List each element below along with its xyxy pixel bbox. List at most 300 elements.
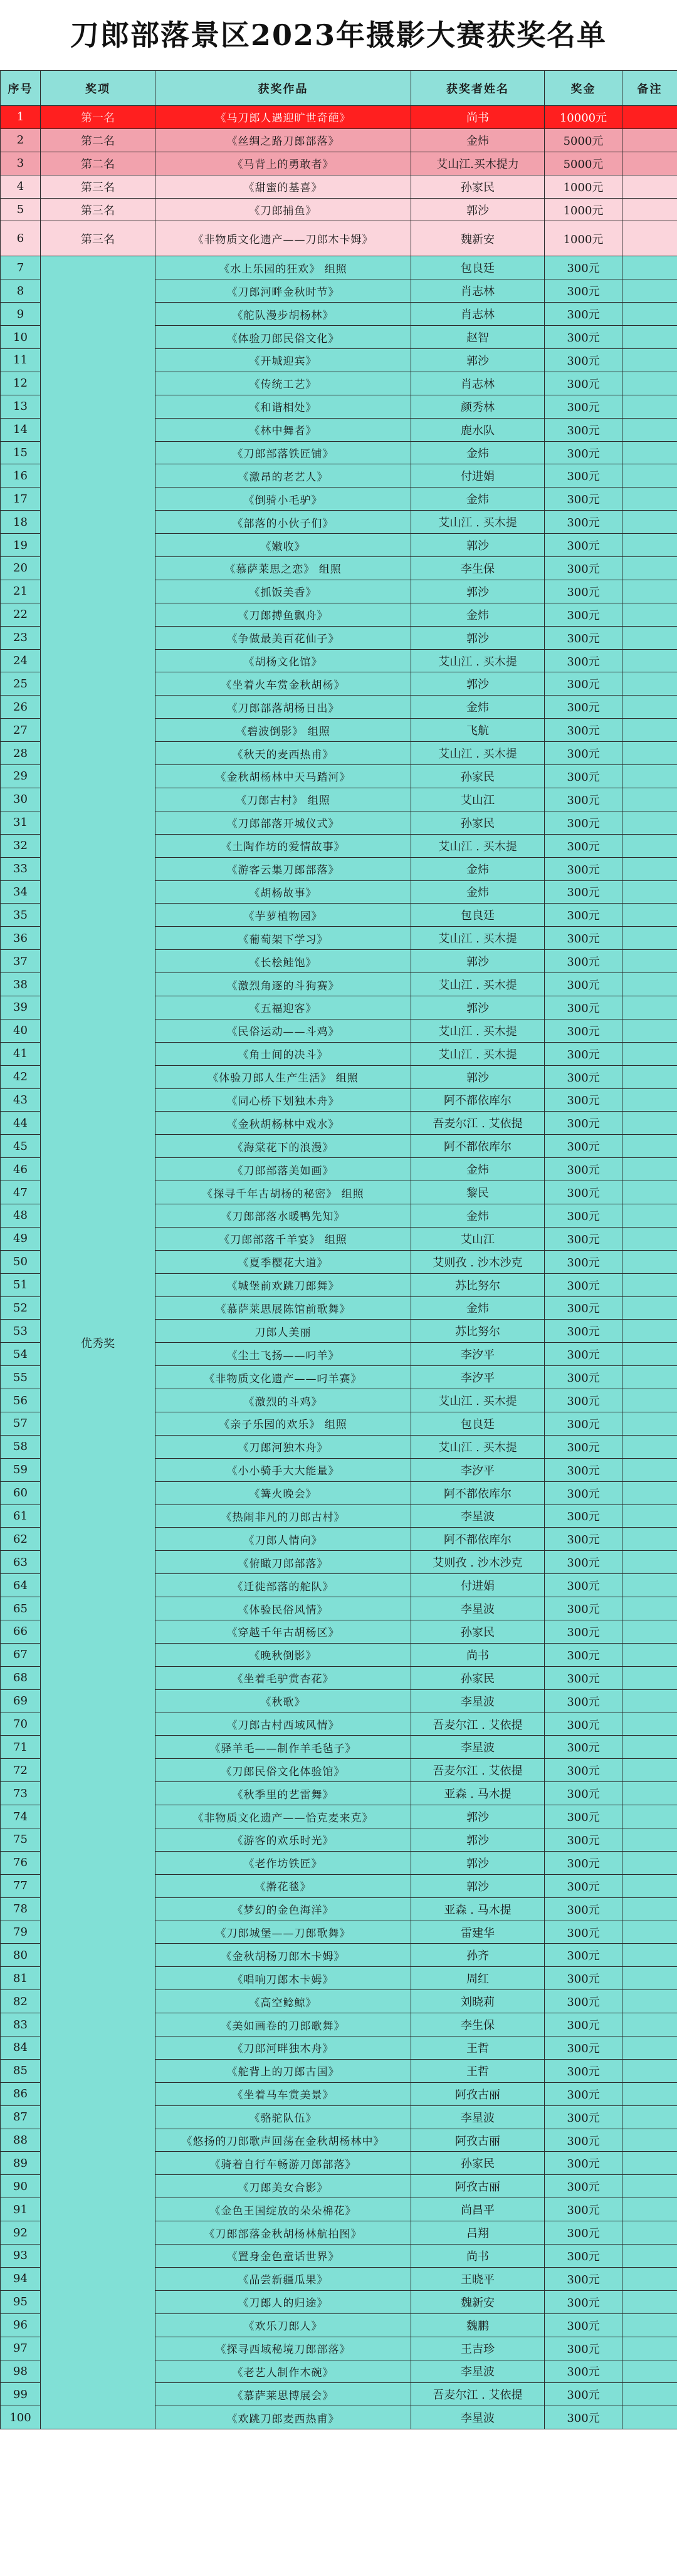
work-cell: 《体验民俗风情》 (155, 1597, 411, 1620)
remark-cell (622, 603, 677, 626)
work-cell: 《非物质文化遗产——恰克麦来克》 (155, 1805, 411, 1828)
row-number: 26 (1, 696, 41, 719)
prize-cell: 300元 (545, 1481, 622, 1504)
prize-cell: 300元 (545, 1227, 622, 1250)
remark-cell (622, 1320, 677, 1343)
header-author: 获奖者姓名 (411, 71, 545, 106)
prize-cell: 5000元 (545, 152, 622, 175)
prize-cell: 300元 (545, 1805, 622, 1828)
author-cell: 艾则孜 . 沙木沙克 (411, 1551, 545, 1574)
remark-cell (622, 1643, 677, 1666)
work-cell: 《高空鲶鲸》 (155, 1990, 411, 2013)
remark-cell (622, 1574, 677, 1597)
work-cell: 《部落的小伙子们》 (155, 511, 411, 534)
remark-cell (622, 1967, 677, 1990)
work-cell: 《游客的欢乐时光》 (155, 1828, 411, 1852)
work-cell: 《刀郎古村西域风情》 (155, 1713, 411, 1736)
work-cell: 《角士间的决斗》 (155, 1042, 411, 1065)
row-number: 91 (1, 2198, 41, 2221)
author-cell: 苏比努尔 (411, 1273, 545, 1296)
work-cell: 《游客云集刀郎部落》 (155, 857, 411, 880)
work-cell: 《慕萨莱思博展会》 (155, 2383, 411, 2406)
work-cell: 《碧波倒影》 组照 (155, 719, 411, 742)
remark-cell (622, 1666, 677, 1689)
header-row (1, 71, 677, 106)
remark-cell (622, 1504, 677, 1528)
prize-cell: 300元 (545, 1874, 622, 1897)
row-number: 14 (1, 418, 41, 441)
row-number: 52 (1, 1296, 41, 1320)
remark-cell (622, 1851, 677, 1874)
author-cell: 阿孜古丽 (411, 2129, 545, 2152)
author-cell: 郭沙 (411, 1065, 545, 1088)
author-cell: 金炜 (411, 880, 545, 904)
work-cell: 《舵队漫步胡杨林》 (155, 303, 411, 326)
work-cell: 《刀郎民俗文化体验馆》 (155, 1759, 411, 1782)
work-cell: 《甜蜜的基喜》 (155, 175, 411, 198)
prize-cell: 1000元 (545, 221, 622, 256)
remark-cell (622, 395, 677, 418)
work-cell: 《刀郎捕鱼》 (155, 198, 411, 221)
work-cell: 《欢乐刀郎人》 (155, 2313, 411, 2337)
row-number: 74 (1, 1805, 41, 1828)
row-number: 65 (1, 1597, 41, 1620)
row-number: 60 (1, 1481, 41, 1504)
author-cell: 金炜 (411, 603, 545, 626)
author-cell: 李星波 (411, 2406, 545, 2429)
row-number: 45 (1, 1135, 41, 1158)
remark-cell (622, 1944, 677, 1967)
award-cell: 第三名 (41, 221, 155, 256)
prize-cell: 300元 (545, 279, 622, 303)
remark-cell (622, 441, 677, 464)
author-cell: 肖志林 (411, 372, 545, 395)
author-cell: 孙齐 (411, 1944, 545, 1967)
author-cell: 吾麦尔江 . 艾依提 (411, 2383, 545, 2406)
remark-cell (622, 128, 677, 152)
row-number: 19 (1, 534, 41, 557)
prize-cell: 300元 (545, 372, 622, 395)
row-number: 2 (1, 128, 41, 152)
row-number: 96 (1, 2313, 41, 2337)
work-cell: 《刀郎人情向》 (155, 1528, 411, 1551)
work-cell: 《秋季里的艺雷舞》 (155, 1782, 411, 1805)
prize-cell: 300元 (545, 349, 622, 372)
row-number: 13 (1, 395, 41, 418)
author-cell: 包良廷 (411, 256, 545, 279)
remark-cell (622, 1343, 677, 1366)
work-cell: 《刀郎部落铁匠铺》 (155, 441, 411, 464)
author-cell: 艾山江 . 买木提 (411, 927, 545, 950)
work-cell: 《探寻西域秘境刀郎部落》 (155, 2337, 411, 2360)
remark-cell (622, 996, 677, 1019)
work-cell: 《刀郎河畔独木舟》 (155, 2036, 411, 2060)
row-number: 88 (1, 2129, 41, 2152)
work-cell: 《胡杨文化馆》 (155, 649, 411, 672)
remark-cell (622, 1689, 677, 1713)
row-number: 100 (1, 2406, 41, 2429)
prize-cell: 300元 (545, 672, 622, 696)
author-cell: 郭沙 (411, 1828, 545, 1852)
work-cell: 《激烈的斗鸡》 (155, 1389, 411, 1412)
table-row (1, 256, 677, 279)
table-row (1, 175, 677, 198)
work-cell: 《亲子乐园的欢乐》 组照 (155, 1412, 411, 1435)
remark-cell (622, 649, 677, 672)
prize-cell: 300元 (545, 1736, 622, 1759)
remark-cell (622, 1435, 677, 1458)
prize-cell: 300元 (545, 834, 622, 857)
prize-cell: 300元 (545, 626, 622, 649)
author-cell: 刘晓莉 (411, 1990, 545, 2013)
prize-cell: 300元 (545, 2267, 622, 2290)
row-number: 23 (1, 626, 41, 649)
author-cell: 包良廷 (411, 904, 545, 927)
author-cell: 吾麦尔江 . 艾依提 (411, 1112, 545, 1135)
author-cell: 孙家民 (411, 1666, 545, 1689)
remark-cell (622, 1874, 677, 1897)
work-cell: 《美如画卷的刀郎歌舞》 (155, 2013, 411, 2036)
row-number: 1 (1, 106, 41, 129)
work-cell: 《和谐相处》 (155, 395, 411, 418)
prize-cell: 300元 (545, 1435, 622, 1458)
prize-cell: 300元 (545, 2245, 622, 2268)
prize-cell: 300元 (545, 603, 622, 626)
work-cell: 《金色王国绽放的朵朵棉花》 (155, 2198, 411, 2221)
prize-cell: 300元 (545, 811, 622, 834)
header-award: 奖项 (41, 71, 155, 106)
remark-cell (622, 626, 677, 649)
remark-cell (622, 221, 677, 256)
author-cell: 黎民 (411, 1181, 545, 1204)
remark-cell (622, 1366, 677, 1389)
remark-cell (622, 2082, 677, 2105)
row-number: 20 (1, 557, 41, 580)
row-number: 78 (1, 1897, 41, 1921)
remark-cell (622, 1528, 677, 1551)
author-cell: 王哲 (411, 2036, 545, 2060)
author-cell: 尚书 (411, 2245, 545, 2268)
remark-cell (622, 1273, 677, 1296)
author-cell: 金炜 (411, 857, 545, 880)
author-cell: 周红 (411, 1967, 545, 1990)
prize-cell: 300元 (545, 488, 622, 511)
prize-cell: 300元 (545, 557, 622, 580)
author-cell: 艾山江 . 买木提 (411, 742, 545, 765)
work-cell: 《骆驼队伍》 (155, 2105, 411, 2129)
row-number: 75 (1, 1828, 41, 1852)
remark-cell (622, 1990, 677, 2013)
row-number: 80 (1, 1944, 41, 1967)
author-cell: 郭沙 (411, 349, 545, 372)
author-cell: 艾山江 . 买木提 (411, 1019, 545, 1042)
row-number: 99 (1, 2383, 41, 2406)
prize-cell: 300元 (545, 927, 622, 950)
row-number: 44 (1, 1112, 41, 1135)
row-number: 67 (1, 1643, 41, 1666)
row-number: 68 (1, 1666, 41, 1689)
author-cell: 艾山江 . 买木提 (411, 1435, 545, 1458)
row-number: 59 (1, 1458, 41, 1481)
work-cell: 《体验刀郎民俗文化》 (155, 326, 411, 349)
prize-cell: 300元 (545, 326, 622, 349)
prize-cell: 300元 (545, 2129, 622, 2152)
row-number: 17 (1, 488, 41, 511)
row-number: 71 (1, 1736, 41, 1759)
row-number: 46 (1, 1158, 41, 1181)
work-cell: 《热闹非凡的刀郎古村》 (155, 1504, 411, 1528)
remark-cell (622, 1296, 677, 1320)
prize-cell: 300元 (545, 534, 622, 557)
remark-cell (622, 198, 677, 221)
row-number: 21 (1, 580, 41, 603)
remark-cell (622, 580, 677, 603)
row-number: 97 (1, 2337, 41, 2360)
author-cell: 王吉珍 (411, 2337, 545, 2360)
row-number: 56 (1, 1389, 41, 1412)
author-cell: 艾山江 (411, 1227, 545, 1250)
prize-cell: 300元 (545, 973, 622, 996)
prize-cell: 300元 (545, 464, 622, 488)
author-cell: 吾麦尔江 . 艾依提 (411, 1759, 545, 1782)
row-number: 7 (1, 256, 41, 279)
remark-cell (622, 1828, 677, 1852)
row-number: 76 (1, 1851, 41, 1874)
prize-cell: 300元 (545, 788, 622, 811)
remark-cell (622, 2406, 677, 2429)
work-cell: 《刀郎搏鱼飘舟》 (155, 603, 411, 626)
prize-cell: 300元 (545, 1897, 622, 1921)
prize-cell: 300元 (545, 2198, 622, 2221)
remark-cell (622, 857, 677, 880)
row-number: 37 (1, 950, 41, 973)
work-cell: 《驿羊毛——制作羊毛毡子》 (155, 1736, 411, 1759)
prize-cell: 300元 (545, 1366, 622, 1389)
remark-cell (622, 1736, 677, 1759)
row-number: 58 (1, 1435, 41, 1458)
author-cell: 艾则孜 . 沙木沙克 (411, 1250, 545, 1273)
author-cell: 李生保 (411, 557, 545, 580)
work-cell: 《刀郎古村》 组照 (155, 788, 411, 811)
author-cell: 李汐平 (411, 1343, 545, 1366)
remark-cell (622, 488, 677, 511)
row-number: 48 (1, 1204, 41, 1227)
work-cell: 《民俗运动——斗鸡》 (155, 1019, 411, 1042)
prize-cell: 300元 (545, 1782, 622, 1805)
author-cell: 金炜 (411, 488, 545, 511)
row-number: 36 (1, 927, 41, 950)
remark-cell (622, 834, 677, 857)
prize-cell: 300元 (545, 1921, 622, 1944)
work-cell: 《土陶作坊的爱情故事》 (155, 834, 411, 857)
prize-cell: 300元 (545, 1504, 622, 1528)
prize-cell: 300元 (545, 2290, 622, 2313)
work-cell: 《刀郎美女合影》 (155, 2175, 411, 2198)
prize-cell: 300元 (545, 765, 622, 788)
row-number: 90 (1, 2175, 41, 2198)
row-number: 9 (1, 303, 41, 326)
prize-cell: 5000元 (545, 128, 622, 152)
remark-cell (622, 788, 677, 811)
prize-cell: 300元 (545, 1042, 622, 1065)
row-number: 24 (1, 649, 41, 672)
remark-cell (622, 672, 677, 696)
row-number: 22 (1, 603, 41, 626)
work-cell: 《长桧鲑饱》 (155, 950, 411, 973)
remark-cell (622, 811, 677, 834)
row-number: 72 (1, 1759, 41, 1782)
row-number: 62 (1, 1528, 41, 1551)
remark-cell (622, 1481, 677, 1504)
table-row (1, 152, 677, 175)
remark-cell (622, 1112, 677, 1135)
author-cell: 付进娟 (411, 1574, 545, 1597)
prize-cell: 300元 (545, 1944, 622, 1967)
prize-cell: 300元 (545, 1296, 622, 1320)
row-number: 10 (1, 326, 41, 349)
work-cell: 《晚秋倒影》 (155, 1643, 411, 1666)
remark-cell (622, 1551, 677, 1574)
prize-cell: 300元 (545, 996, 622, 1019)
remark-cell (622, 1204, 677, 1227)
row-number: 54 (1, 1343, 41, 1366)
prize-cell: 300元 (545, 1689, 622, 1713)
author-cell: 魏新安 (411, 221, 545, 256)
work-cell: 《金秋胡杨刀郎木卡姆》 (155, 1944, 411, 1967)
remark-cell (622, 1921, 677, 1944)
remark-cell (622, 1135, 677, 1158)
remark-cell (622, 742, 677, 765)
work-cell: 《丝绸之路刀郎部落》 (155, 128, 411, 152)
row-number: 57 (1, 1412, 41, 1435)
work-cell: 《争做最美百花仙子》 (155, 626, 411, 649)
row-number: 64 (1, 1574, 41, 1597)
author-cell: 雷建华 (411, 1921, 545, 1944)
prize-cell: 300元 (545, 2175, 622, 2198)
prize-cell: 300元 (545, 256, 622, 279)
author-cell: 金炜 (411, 1296, 545, 1320)
author-cell: 魏鹏 (411, 2313, 545, 2337)
remark-cell (622, 2013, 677, 2036)
award-cell: 第三名 (41, 175, 155, 198)
remark-cell (622, 696, 677, 719)
author-cell: 王晓平 (411, 2267, 545, 2290)
prize-cell: 300元 (545, 1620, 622, 1644)
author-cell: 王哲 (411, 2059, 545, 2082)
row-number: 12 (1, 372, 41, 395)
row-number: 85 (1, 2059, 41, 2082)
award-cell: 第二名 (41, 152, 155, 175)
row-number: 61 (1, 1504, 41, 1528)
work-cell: 《倒骑小毛驴》 (155, 488, 411, 511)
remark-cell (622, 372, 677, 395)
remark-cell (622, 511, 677, 534)
prize-cell: 300元 (545, 511, 622, 534)
remark-cell (622, 950, 677, 973)
work-cell: 《体验刀郎人生产生活》 组照 (155, 1065, 411, 1088)
row-number: 41 (1, 1042, 41, 1065)
prize-cell: 300元 (545, 1759, 622, 1782)
author-cell: 魏新安 (411, 2290, 545, 2313)
row-number: 83 (1, 2013, 41, 2036)
award-cell: 第一名 (41, 106, 155, 129)
work-cell: 《刀郎城堡——刀郎歌舞》 (155, 1921, 411, 1944)
prize-cell: 300元 (545, 1065, 622, 1088)
author-cell: 包良廷 (411, 1412, 545, 1435)
row-number: 33 (1, 857, 41, 880)
prize-cell: 300元 (545, 1088, 622, 1112)
work-cell: 《品尝新疆瓜果》 (155, 2267, 411, 2290)
prize-cell: 300元 (545, 1320, 622, 1343)
work-cell: 《林中舞者》 (155, 418, 411, 441)
author-cell: 孙家民 (411, 765, 545, 788)
author-cell: 尚书 (411, 106, 545, 129)
author-cell: 阿不都依库尔 (411, 1135, 545, 1158)
work-cell: 《梦幻的金色海洋》 (155, 1897, 411, 1921)
author-cell: 李星波 (411, 1504, 545, 1528)
prize-cell: 300元 (545, 696, 622, 719)
remark-cell (622, 1042, 677, 1065)
table-header (1, 71, 677, 106)
work-cell: 《老艺人制作木碗》 (155, 2360, 411, 2383)
prize-cell: 300元 (545, 2337, 622, 2360)
page-title: 刀郎部落景区2023年摄影大赛获奖名单 (70, 18, 607, 52)
prize-cell: 300元 (545, 2221, 622, 2245)
remark-cell (622, 326, 677, 349)
work-cell: 《海棠花下的浪漫》 (155, 1135, 411, 1158)
work-cell: 《唱响刀郎木卡姆》 (155, 1967, 411, 1990)
row-number: 73 (1, 1782, 41, 1805)
prize-cell: 300元 (545, 2313, 622, 2337)
remark-cell (622, 1805, 677, 1828)
remark-cell (622, 1782, 677, 1805)
author-cell: 尚昌平 (411, 2198, 545, 2221)
author-cell: 李生保 (411, 2013, 545, 2036)
row-number: 42 (1, 1065, 41, 1088)
work-cell: 《慕萨莱思之恋》 组照 (155, 557, 411, 580)
row-number: 28 (1, 742, 41, 765)
remark-cell (622, 1065, 677, 1088)
work-cell: 《金秋胡杨林中戏水》 (155, 1112, 411, 1135)
work-cell: 《穿越千年古胡杨区》 (155, 1620, 411, 1644)
author-cell: 赵智 (411, 326, 545, 349)
row-number: 29 (1, 765, 41, 788)
row-number: 55 (1, 1366, 41, 1389)
remark-cell (622, 175, 677, 198)
row-number: 31 (1, 811, 41, 834)
row-number: 32 (1, 834, 41, 857)
author-cell: 郭沙 (411, 626, 545, 649)
row-number: 25 (1, 672, 41, 696)
remark-cell (622, 1412, 677, 1435)
row-number: 43 (1, 1088, 41, 1112)
row-number: 63 (1, 1551, 41, 1574)
author-cell: 艾山江 . 买木提 (411, 973, 545, 996)
author-cell: 郭沙 (411, 1851, 545, 1874)
author-cell: 孙家民 (411, 175, 545, 198)
remark-cell (622, 2221, 677, 2245)
award-cell: 第三名 (41, 198, 155, 221)
author-cell: 郭沙 (411, 1805, 545, 1828)
prize-cell: 1000元 (545, 175, 622, 198)
work-cell: 《五福迎客》 (155, 996, 411, 1019)
work-cell: 《夏季樱花大道》 (155, 1250, 411, 1273)
prize-cell: 300元 (545, 1713, 622, 1736)
work-cell: 《同心桥下划独木舟》 (155, 1088, 411, 1112)
row-number: 30 (1, 788, 41, 811)
prize-cell: 300元 (545, 1181, 622, 1204)
author-cell: 李星波 (411, 1597, 545, 1620)
